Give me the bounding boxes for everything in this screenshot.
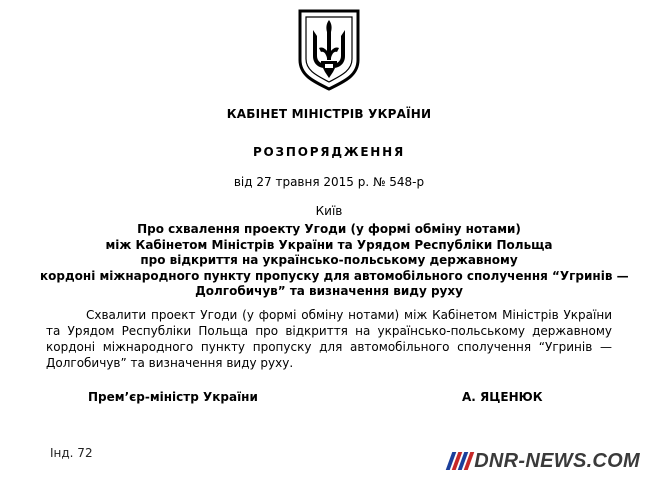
organization-title: КАБІНЕТ МІНІСТРІВ УКРАЇНИ [226, 107, 432, 121]
title-line: Про схвалення проекту Угоди (у формі обміну нотами) [137, 222, 521, 236]
document-type: РОЗПОРЯДЖЕННЯ [252, 145, 406, 159]
watermark-text: DNR-NEWS.COM [474, 449, 640, 472]
signer-name: А. ЯЦЕНЮК [462, 390, 543, 404]
watermark [449, 448, 640, 474]
title-line: Долгобичув” та визначення виду руху [195, 284, 463, 298]
document-title [40, 222, 629, 300]
title-line: між Кабінетом Міністрів України та Урядом Республіки Польща [105, 237, 553, 252]
signer-position: Прем’єр-міністр України [88, 390, 258, 404]
document-date: від 27 травня 2015 р. № 548-р [233, 175, 425, 189]
title-line: про відкриття на українсько-польському державному [140, 253, 518, 267]
document-city: Київ [315, 204, 343, 218]
coat-of-arms-icon [297, 8, 361, 92]
document-index: Інд. 72 [50, 446, 93, 460]
watermark-logo-icon [449, 452, 471, 470]
body-paragraph: Схвалити проект Угоди (у формі обміну нотами) між Кабінетом Міністрів України та Урядом Республіки Польща про відкриття на українсько-польському державному кордоні міжнародного пункту пропуску для автомобільного сполучення “Угринів — Долгобичув” та визначення виду руху. [46, 308, 612, 370]
title-line: кордоні міжнародного пункту пропуску для автомобільного сполучення “Угринів — [40, 268, 629, 283]
